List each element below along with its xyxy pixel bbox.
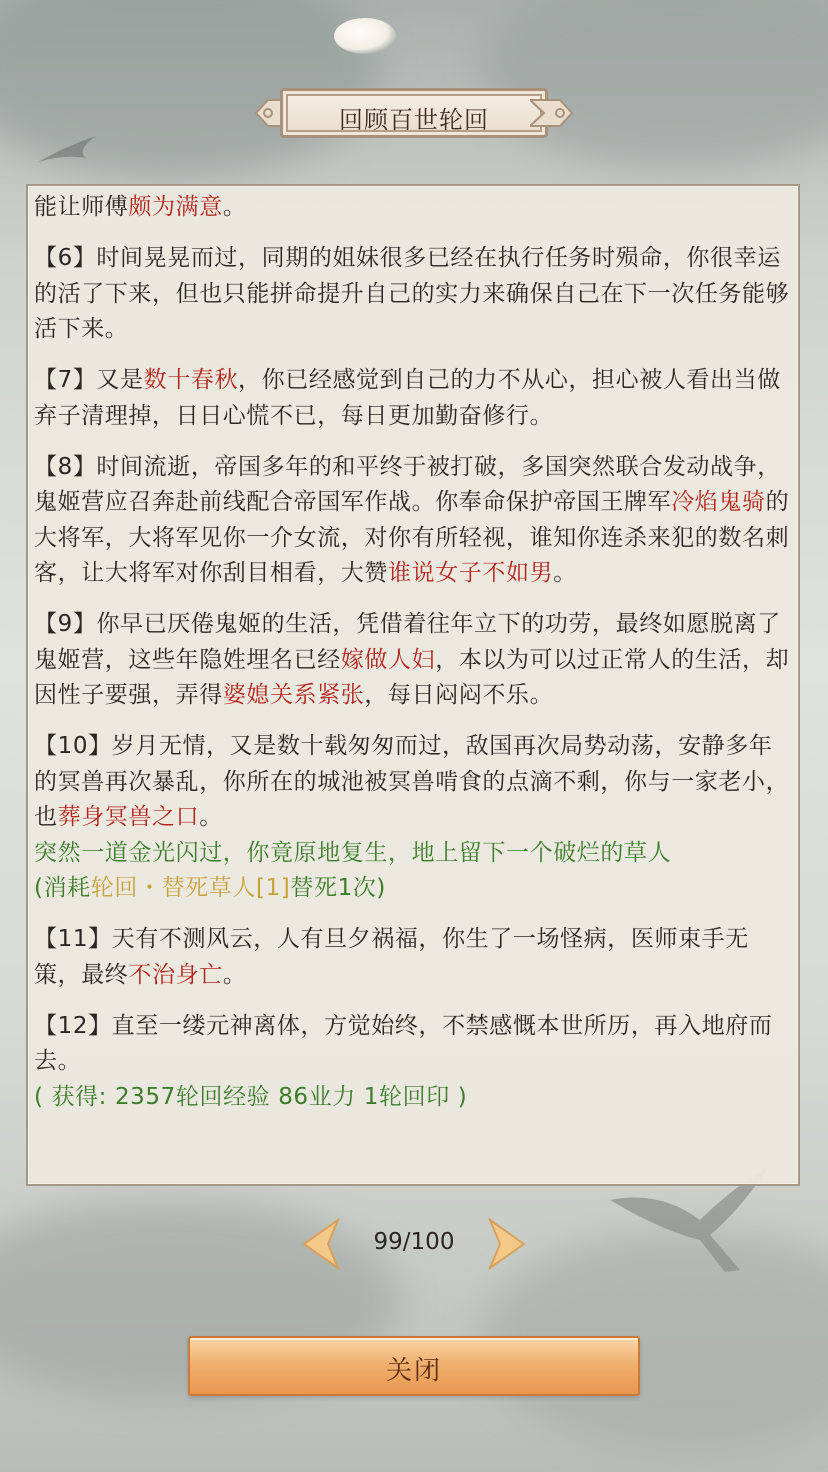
story-text: 【9】你早已厌倦鬼姬的生活，凭借着往年立下的功劳，最终如愿脱离了鬼姬营，这些年隐姓埋名已经	[34, 611, 781, 673]
story-highlight-red: 颇为满意	[128, 194, 223, 220]
story-text: 【12】直至一缕元神离体，方觉始终，不禁感慨本世所历，再入地府而去。	[34, 1012, 773, 1074]
story-text: 能让师傅	[34, 194, 129, 220]
story-paragraph	[34, 363, 792, 434]
close-button-label: 关闭	[385, 1356, 442, 1386]
close-button[interactable]	[188, 1336, 640, 1396]
story-panel[interactable]	[26, 184, 800, 1186]
chevron-right-icon[interactable]	[486, 1218, 530, 1270]
story-paragraph	[34, 241, 792, 348]
story-content	[34, 190, 792, 1131]
story-paragraph	[34, 729, 792, 907]
story-text: 。	[222, 194, 247, 220]
story-text: ，你已经感觉到自己的力不从心，担心被人看出当做弃子清理掉，日日心慌不已，每日更加勤奋修行。	[34, 367, 781, 429]
story-highlight-green: 替死1次)	[290, 875, 386, 901]
story-text: 的大将军，大将军见你一介女流，对你有所轻视，谁知你连杀来犯的数名刺客，让大将军对你刮目相看，大赞	[34, 489, 790, 586]
story-highlight-red: 婆媳关系紧张	[222, 682, 365, 708]
story-text: 【11】天有不测风云，人有旦夕祸福，你生了一场怪病，医师束手无策，最终	[34, 926, 749, 988]
story-highlight-green: (消耗	[34, 875, 91, 901]
story-paragraph	[34, 922, 792, 993]
reward-summary: ( 获得: 2357轮回经验 86业力 1轮回印 )	[34, 1083, 468, 1110]
item-name-gold: 轮回・替死草人[1]	[90, 875, 291, 901]
story-text: ，每日闷闷不乐。	[364, 682, 554, 708]
story-highlight-red: 嫁做人妇	[340, 646, 436, 673]
story-text: 【6】时间晃晃而过，同期的姐妹很多已经在执行任务时殒命，你很幸运的活了下来，但也只能拼命提升自己的实力来确保自己在下一次任务能够活下来。	[34, 245, 790, 342]
story-highlight-red: 数十春秋	[143, 367, 239, 393]
story-paragraph	[34, 1009, 792, 1116]
story-text: 【7】又是	[34, 367, 144, 393]
page-title: 回顾百世轮回	[339, 106, 489, 134]
story-highlight-green: 突然一道金光闪过，你竟原地复生，地上留下一个破烂的草人	[34, 839, 672, 866]
title-banner	[254, 88, 574, 140]
page-indicator: 99/100	[373, 1229, 455, 1255]
pager	[298, 1218, 530, 1270]
story-text: 。	[553, 560, 577, 586]
story-highlight-red: 谁说女子不如男	[388, 560, 554, 586]
story-highlight-red: 冷焰鬼骑	[671, 489, 766, 515]
story-paragraph	[34, 450, 792, 592]
story-text: ，本以为可以过正常人的生活，却因性子要强，弄得	[34, 646, 790, 708]
story-text: 【8】时间流逝，帝国多年的和平终于被打破，多国突然联合发动战争，鬼姬营应召奔赴前线配合帝国军作战。你奉命保护帝国王牌军	[34, 453, 781, 515]
story-highlight-red: 葬身冥兽之口	[57, 804, 200, 830]
story-text: 。	[199, 804, 223, 830]
story-paragraph	[34, 190, 792, 226]
moon-decoration	[334, 18, 396, 54]
story-highlight-red: 不治身亡	[128, 961, 223, 988]
story-paragraph	[34, 607, 792, 714]
bird-icon	[36, 128, 116, 168]
chevron-left-icon[interactable]	[298, 1218, 342, 1270]
story-text: 【10】岁月无情，又是数十载匆匆而过，敌国再次局势动荡，安静多年的冥兽再次暴乱，你所在的城池被冥兽啃食的点滴不剩，你与一家老小，也	[34, 733, 790, 830]
story-text: 。	[222, 961, 247, 988]
